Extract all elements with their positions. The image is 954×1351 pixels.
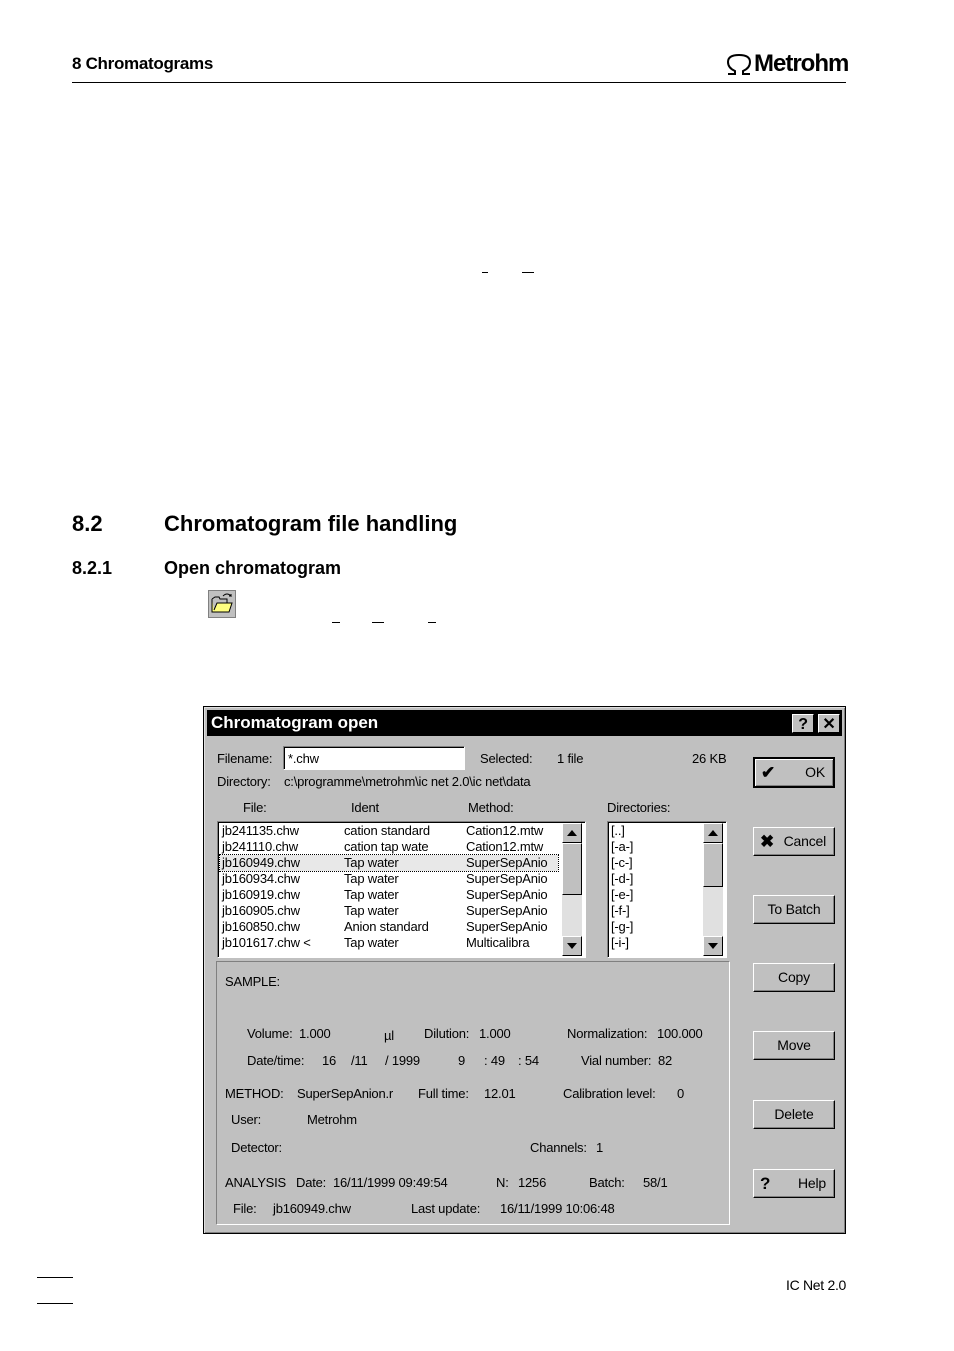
scroll-up-button[interactable] — [703, 823, 723, 843]
logo-text: Metrohm — [754, 50, 849, 77]
user-label: User: — [231, 1112, 262, 1127]
n-value: 1256 — [518, 1175, 547, 1190]
size-value: 26 KB — [692, 751, 727, 766]
checkmark-icon: ✔ — [761, 763, 776, 782]
file-method-cell: SuperSepAnio — [466, 903, 548, 918]
time-minute: : 49 — [484, 1053, 505, 1068]
file-file-cell: jb160850.chw — [222, 919, 300, 934]
file-file-cell: jb160905.chw — [222, 903, 300, 918]
method-label: METHOD: — [225, 1086, 284, 1101]
chapter-header: 8 Chromatograms — [72, 54, 213, 73]
ok-button[interactable] — [753, 757, 835, 788]
delete-button[interactable] — [753, 1100, 835, 1129]
file-file-cell: jb241110.chw — [222, 839, 298, 854]
time-second: : 54 — [518, 1053, 539, 1068]
delete-label: Delete — [774, 1106, 814, 1122]
file-method-cell: SuperSepAnio — [466, 919, 548, 934]
sample-info-panel — [216, 961, 730, 1225]
directory-list-item[interactable]: [-d-] — [611, 871, 634, 886]
file-file-cell: jb160949.chw — [222, 855, 300, 870]
dialog-titlebar — [207, 710, 842, 736]
selected-label: Selected: — [480, 751, 533, 766]
directory-list-item[interactable]: [..] — [611, 823, 625, 838]
date-year: / 1999 — [385, 1053, 420, 1068]
calibration-value: 0 — [677, 1086, 685, 1101]
file-list[interactable] — [217, 821, 586, 958]
to-batch-button[interactable] — [753, 895, 835, 924]
n-label: N: — [496, 1175, 509, 1190]
header-rule — [72, 82, 846, 83]
footer-product: IC Net 2.0 — [786, 1277, 847, 1293]
file-method-cell: Cation12.mtw — [466, 839, 544, 854]
omega-logo-icon — [724, 52, 754, 76]
date-day: 16 — [322, 1053, 337, 1068]
analysis-date-label: Date: — [296, 1175, 327, 1190]
filename-input[interactable] — [283, 746, 465, 770]
mnemonic-mark — [332, 622, 340, 623]
file-ident-cell: Tap water — [344, 855, 399, 870]
file-method-cell: Multicalibra — [466, 935, 530, 950]
help-label: Help — [798, 1175, 826, 1191]
batch-label: Batch: — [589, 1175, 625, 1190]
lastupdate-value: 16/11/1999 10:06:48 — [500, 1201, 615, 1216]
directories-label: Directories: — [607, 800, 671, 815]
chromatogram-open-dialog — [203, 706, 846, 1234]
lastupdate-label: Last update: — [411, 1201, 481, 1216]
directory-list-item[interactable]: [-i-] — [611, 935, 629, 950]
directory-list-scrollbar[interactable] — [703, 823, 723, 956]
file-label: File: — [233, 1201, 257, 1216]
mnemonic-mark — [482, 272, 488, 273]
directory-value: c:\programme\metrohm\ic net 2.0\ic net\data — [284, 774, 531, 789]
analysis-date-value: 16/11/1999 09:49:54 — [333, 1175, 448, 1190]
file-ident-cell: Tap water — [344, 935, 399, 950]
file-column-header: File: — [243, 800, 267, 815]
file-method-cell: Cation12.mtw — [466, 823, 544, 838]
file-ident-cell: cation standard — [344, 823, 430, 838]
file-method-cell: SuperSepAnio — [466, 855, 548, 870]
scroll-up-button[interactable] — [562, 823, 582, 843]
datetime-label: Date/time: — [247, 1053, 305, 1068]
user-value: Metrohm — [307, 1112, 357, 1127]
to-batch-label: To Batch — [767, 901, 821, 917]
move-label: Move — [777, 1037, 811, 1053]
volume-value: 1.000 — [299, 1026, 331, 1041]
section-number: 8.2 — [72, 511, 103, 536]
file-list-row[interactable] — [220, 887, 558, 903]
filename-label: Filename: — [217, 751, 273, 766]
close-button[interactable]: ✕ — [818, 714, 840, 733]
footer-rule — [37, 1303, 73, 1304]
channels-value: 1 — [596, 1140, 604, 1155]
normalization-value: 100.000 — [657, 1026, 703, 1041]
file-list-row[interactable] — [220, 935, 558, 951]
copy-button[interactable] — [753, 963, 835, 992]
directory-label: Directory: — [217, 774, 271, 789]
filename-value: *.chw — [288, 751, 319, 766]
directory-list-item[interactable]: [-c-] — [611, 855, 633, 870]
file-file-cell: jb160934.chw — [222, 871, 300, 886]
selected-value: 1 file — [557, 751, 584, 766]
question-mark-icon: ? — [760, 1174, 771, 1193]
scroll-down-button[interactable] — [703, 936, 723, 956]
file-list-row[interactable] — [220, 839, 558, 855]
directory-list-item[interactable]: [-a-] — [611, 839, 634, 854]
file-list-row[interactable] — [220, 823, 558, 839]
file-file-cell: jb160919.chw — [222, 887, 300, 902]
fulltime-label: Full time: — [418, 1086, 469, 1101]
volume-label: Volume: — [247, 1026, 293, 1041]
file-list-row[interactable] — [220, 871, 558, 887]
file-list-row[interactable] — [220, 855, 558, 871]
section-title: Chromatogram file handling — [164, 511, 458, 536]
cancel-button[interactable] — [753, 827, 835, 856]
metrohm-logo — [724, 49, 848, 79]
calibration-label: Calibration level: — [563, 1086, 656, 1101]
file-file-cell: jb241135.chw — [222, 823, 299, 838]
file-ident-cell: Tap water — [344, 871, 399, 886]
file-ident-cell: Tap water — [344, 903, 399, 918]
file-ident-cell: Anion standard — [344, 919, 429, 934]
batch-value: 58/1 — [643, 1175, 668, 1190]
method-value: SuperSepAnion.r — [297, 1086, 394, 1101]
ident-column-header: Ident — [351, 800, 379, 815]
cancel-label: Cancel — [783, 833, 826, 849]
sample-heading: SAMPLE: — [225, 974, 280, 989]
vial-label: Vial number: — [581, 1053, 652, 1068]
time-hour: 9 — [458, 1053, 466, 1068]
mnemonic-mark — [372, 622, 384, 623]
file-method-cell: SuperSepAnio — [466, 887, 548, 902]
scroll-down-button[interactable] — [562, 936, 582, 956]
subsection-number: 8.2.1 — [72, 558, 113, 578]
scroll-thumb[interactable] — [703, 843, 723, 887]
directory-list[interactable] — [607, 821, 727, 958]
detector-label: Detector: — [231, 1140, 282, 1155]
channels-label: Channels: — [530, 1140, 587, 1155]
scroll-thumb[interactable] — [562, 843, 582, 895]
dialog-title: Chromatogram open — [211, 713, 379, 732]
mnemonic-mark — [428, 622, 436, 623]
file-method-cell: SuperSepAnio — [466, 871, 548, 886]
move-button[interactable] — [753, 1031, 835, 1060]
date-month: /11 — [351, 1053, 368, 1068]
footer-rule — [37, 1277, 73, 1278]
help-title-button[interactable]: ? — [792, 714, 814, 733]
dilution-label: Dilution: — [424, 1026, 470, 1041]
file-ident-cell: Tap water — [344, 887, 399, 902]
file-ident-cell: cation tap wate — [344, 839, 429, 854]
method-column-header: Method: — [468, 800, 514, 815]
x-cross-icon: ✖ — [760, 832, 775, 851]
mnemonic-mark — [522, 272, 534, 273]
volume-unit: µl — [384, 1028, 394, 1043]
copy-label: Copy — [778, 969, 810, 985]
directory-list-item[interactable]: [-g-] — [611, 919, 634, 934]
file-list-scrollbar[interactable] — [562, 823, 582, 956]
subsection-title: Open chromatogram — [164, 558, 342, 578]
vial-value: 82 — [658, 1053, 673, 1068]
file-list-row[interactable] — [220, 919, 558, 935]
file-list-row[interactable] — [220, 903, 558, 919]
help-button[interactable] — [753, 1169, 835, 1198]
normalization-label: Normalization: — [567, 1026, 648, 1041]
fulltime-value: 12.01 — [484, 1086, 516, 1101]
open-folder-icon[interactable] — [208, 590, 236, 618]
dilution-value: 1.000 — [479, 1026, 511, 1041]
directory-list-item[interactable]: [-f-] — [611, 903, 630, 918]
directory-list-item[interactable]: [-e-] — [611, 887, 634, 902]
file-file-cell: jb101617.chw < — [222, 935, 311, 950]
file-value: jb160949.chw — [273, 1201, 351, 1216]
analysis-label: ANALYSIS — [225, 1175, 287, 1190]
ok-label: OK — [805, 764, 825, 780]
